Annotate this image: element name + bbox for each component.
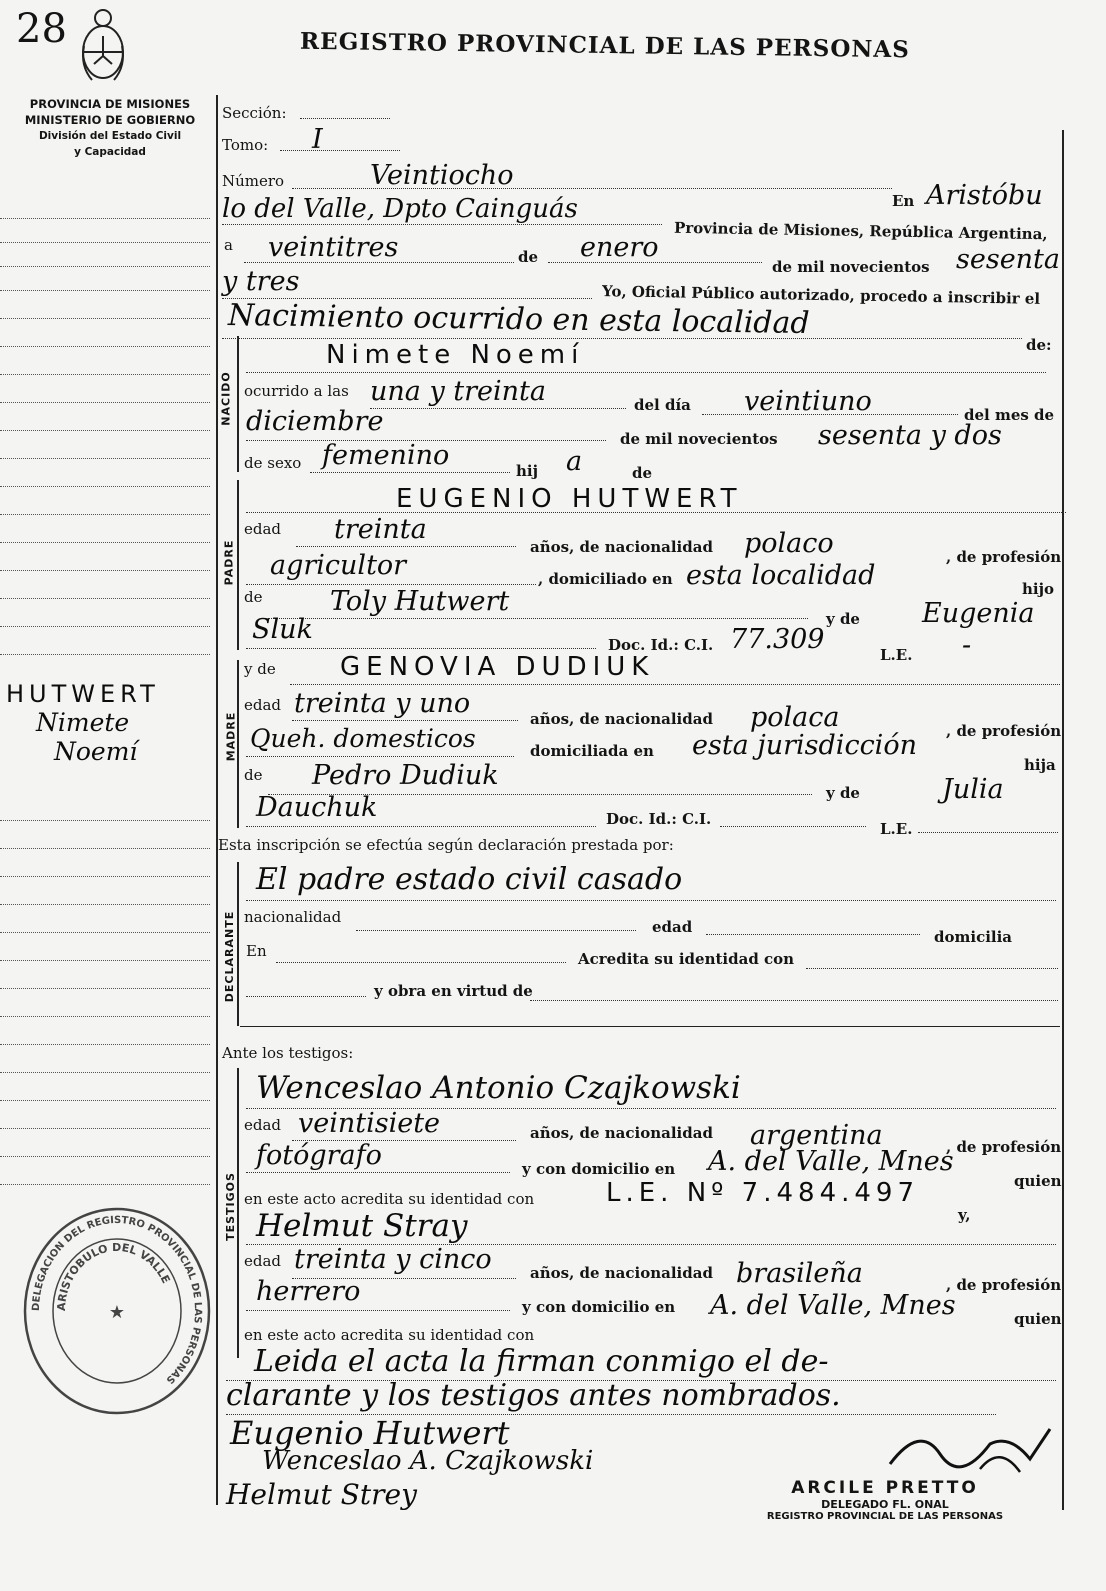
page-number: 28 xyxy=(16,6,67,52)
label-y-de-padre: y de xyxy=(826,610,860,628)
label-profesion-madre: , de profesión xyxy=(946,722,1062,740)
label-de-mil: de mil novecientos xyxy=(772,258,930,276)
declarante-bottom-rule xyxy=(240,1026,1060,1027)
label-doc-padre: Doc. Id.: C.I. xyxy=(608,636,714,654)
value-testigo2-nombre[interactable]: Helmut Stray xyxy=(256,1208,468,1244)
value-abuela-paterna-1[interactable]: Eugenia xyxy=(922,598,1035,629)
label-provincia: Provincia de Misiones, República Argentina, xyxy=(673,218,1048,244)
label-quien-t2: quien xyxy=(1014,1310,1062,1328)
value-le-padre[interactable]: - xyxy=(962,630,972,661)
label-nacionalidad-decl: nacionalidad xyxy=(244,908,342,926)
label-y-t1: y, xyxy=(958,1206,971,1224)
label-numero: Número xyxy=(222,172,285,190)
label-en-decl: En xyxy=(246,942,267,960)
value-nacionalidad-madre[interactable]: polaca xyxy=(750,702,840,733)
value-testigo2-domicilio[interactable]: A. del Valle, Mnes xyxy=(710,1290,956,1321)
label-edad-t1: edad xyxy=(244,1116,282,1134)
value-profesion-padre[interactable]: agricultor xyxy=(270,550,407,581)
label-de-padre: de xyxy=(244,588,263,606)
side-label-nacido: NACIDO xyxy=(219,371,233,426)
value-dia-nacimiento[interactable]: veintiuno xyxy=(744,386,872,417)
label-acredita-t1: en este acto acredita su identidad con xyxy=(244,1190,535,1208)
official-office: REGISTRO PROVINCIAL DE LAS PERSONAS xyxy=(766,1511,1004,1522)
side-label-madre: MADRE xyxy=(224,711,238,762)
label-y-de-madre-2: y de xyxy=(826,784,860,802)
value-edad-padre[interactable]: treinta xyxy=(334,514,427,545)
label-edad-madre: edad xyxy=(244,696,282,714)
frame-left xyxy=(216,95,218,1505)
value-mes-nacimiento[interactable]: diciembre xyxy=(246,406,384,437)
value-mes-inscripcion[interactable]: enero xyxy=(580,232,659,263)
label-de-mil-2: de mil novecientos xyxy=(620,430,778,448)
value-domicilio-padre[interactable]: esta localidad xyxy=(686,560,876,591)
ministry-name: MINISTERIO DE GOBIERNO xyxy=(24,113,196,127)
section-bar-padre xyxy=(237,480,239,650)
label-en: En xyxy=(892,192,915,210)
value-cierre-2[interactable]: clarante y los testigos antes nombrados. xyxy=(226,1378,841,1413)
section-bar-testigos xyxy=(237,1068,239,1358)
label-de-hij: de xyxy=(632,464,653,482)
value-lugar-1[interactable]: Aristóbu xyxy=(926,180,1043,211)
signature-declarante: Eugenio Hutwert xyxy=(230,1414,510,1452)
side-label-declarante: DECLARANTE xyxy=(223,910,237,1003)
registry-stamp xyxy=(22,1206,212,1416)
label-quien-t1: quien xyxy=(1014,1172,1062,1190)
value-testigo1-domicilio[interactable]: A. del Valle, Mnes xyxy=(708,1146,954,1177)
label-hij: hij xyxy=(516,462,539,480)
signature-testigo2: Helmut Strey xyxy=(226,1478,417,1511)
label-inscripcion: Esta inscripción se efectúa según declaración prestada por: xyxy=(218,836,674,854)
label-del-mes: del mes de xyxy=(964,406,1055,424)
label-de-colon: de: xyxy=(1026,336,1052,354)
value-nombre-padre[interactable]: EUGENIO HUTWERT xyxy=(396,484,743,514)
label-anos-madre: años, de nacionalidad xyxy=(530,710,713,728)
value-testigo2-profesion[interactable]: herrero xyxy=(256,1276,361,1307)
value-testigo2-nacionalidad[interactable]: brasileña xyxy=(736,1258,863,1289)
label-de-madre: de xyxy=(244,766,263,784)
label-ocurrido: ocurrido a las xyxy=(244,382,349,400)
label-profesion-t2: , de profesión xyxy=(946,1276,1062,1294)
section-bar-madre xyxy=(237,660,239,828)
margin-note-surname: HUTWERT xyxy=(6,680,160,708)
value-hij-suffix[interactable]: a xyxy=(566,446,583,477)
value-domicilio-madre[interactable]: esta jurisdicción xyxy=(692,730,917,761)
label-profesion-t1: , de profesión xyxy=(946,1138,1062,1156)
value-testigo1-profesion[interactable]: fotógrafo xyxy=(256,1140,382,1171)
value-nombre-madre[interactable]: GENOVIA DUDIUK xyxy=(340,652,655,682)
value-declarante[interactable]: El padre estado civil casado xyxy=(256,862,683,897)
value-lugar-2[interactable]: lo del Valle, Dpto Cainguás xyxy=(222,194,578,224)
value-abuelo-paterno[interactable]: Toly Hutwert xyxy=(330,586,510,617)
province-name: PROVINCIA DE MISIONES xyxy=(29,97,191,111)
label-anos-t2: años, de nacionalidad xyxy=(530,1264,713,1282)
label-anos-t1: años, de nacionalidad xyxy=(530,1124,713,1142)
value-profesion-madre[interactable]: Queh. domesticos xyxy=(250,724,476,753)
value-abuela-paterna-2[interactable]: Sluk xyxy=(252,614,313,645)
label-edad-decl: edad xyxy=(652,918,693,936)
label-profesion-padre: , de profesión xyxy=(946,548,1062,566)
value-testigo1-identidad[interactable]: L.E. Nº 7.484.497 xyxy=(606,1178,919,1208)
value-nombre-nacido[interactable]: Nimete Noemí xyxy=(326,340,585,370)
side-label-testigos: TESTIGOS xyxy=(223,1172,237,1241)
issuer-block xyxy=(10,96,210,160)
label-doc-madre: Doc. Id.: C.I. xyxy=(606,810,712,828)
frame-right xyxy=(1062,130,1064,1510)
value-hora[interactable]: una y treinta xyxy=(370,376,547,407)
stamp-inner-text: ARISTOBULO DEL VALLE xyxy=(54,1240,173,1312)
label-del-dia: del día xyxy=(634,396,691,414)
margin-note xyxy=(6,680,160,766)
label-le-padre: L.E. xyxy=(880,646,913,664)
label-seccion: Sección: xyxy=(222,104,287,122)
value-testigo1-edad[interactable]: veintisiete xyxy=(298,1108,441,1139)
value-tomo[interactable]: I xyxy=(312,124,323,155)
label-de: de xyxy=(518,248,539,266)
label-domiciliada-madre: domiciliada en xyxy=(530,742,654,760)
stamp-outer-text: DELEGACION DEL REGISTRO PROVINCIAL DE LAS PERSONAS xyxy=(30,1214,204,1386)
coat-of-arms-icon xyxy=(78,6,128,92)
value-numero[interactable]: Veintiocho xyxy=(370,160,514,191)
label-le-madre: L.E. xyxy=(880,820,913,838)
value-abuela-materna-2[interactable]: Dauchuk xyxy=(256,792,378,823)
label-sexo: de sexo xyxy=(244,454,302,472)
official-name: ARCILE PRETTO xyxy=(791,1478,979,1498)
value-anio-inscripcion-2[interactable]: y tres xyxy=(222,266,300,297)
label-hija-madre: hija xyxy=(1024,756,1056,774)
label-obra-decl: y obra en virtud de xyxy=(374,982,533,1000)
label-domicilio-t2: y con domicilio en xyxy=(522,1298,676,1316)
label-domicilio-t1: y con domicilio en xyxy=(522,1160,676,1178)
value-testigo1-nacionalidad[interactable]: argentina xyxy=(750,1120,883,1151)
side-label-padre: PADRE xyxy=(222,539,236,586)
label-edad-padre: edad xyxy=(244,520,282,538)
value-testigo2-edad[interactable]: treinta y cinco xyxy=(294,1244,492,1275)
value-ci-padre[interactable]: 77.309 xyxy=(730,624,825,655)
value-dia-inscripcion[interactable]: veintitres xyxy=(268,232,399,263)
section-bar-nacido xyxy=(237,336,239,472)
value-anio-inscripcion-1[interactable]: sesenta xyxy=(956,244,1061,275)
document-title: REGISTRO PROVINCIAL DE LAS PERSONAS xyxy=(299,27,911,64)
label-anos-padre: años, de nacionalidad xyxy=(530,538,713,556)
label-a: a xyxy=(224,236,233,254)
value-testigo1-nombre[interactable]: Wenceslao Antonio Czajkowski xyxy=(256,1070,741,1106)
value-anio-nacimiento[interactable]: sesenta y dos xyxy=(818,420,1002,451)
value-sexo[interactable]: femenino xyxy=(322,440,450,471)
value-abuelo-materno[interactable]: Pedro Dudiuk xyxy=(312,760,499,791)
official-role: DELEGADO FL. ONAL xyxy=(821,1498,949,1511)
label-hijo-padre: hijo xyxy=(1022,580,1055,598)
label-y-de-madre: y de xyxy=(244,660,276,678)
section-bar-declarante xyxy=(237,862,239,1026)
margin-note-name-2: Noemí xyxy=(54,737,138,766)
division-name: División del Estado Civil xyxy=(38,130,182,142)
label-domiciliado-padre: , domiciliado en xyxy=(538,570,673,588)
value-tipo-acto[interactable]: Nacimiento ocurrido en esta localidad xyxy=(227,297,810,342)
value-nacionalidad-padre[interactable]: polaco xyxy=(744,528,834,559)
official-signature-scribble-icon xyxy=(880,1414,1060,1484)
label-testigos: Ante los testigos: xyxy=(222,1044,354,1062)
label-domicilia-decl: domicilia xyxy=(934,928,1013,946)
value-abuela-materna-1[interactable]: Julia xyxy=(942,774,1004,805)
value-edad-madre[interactable]: treinta y uno xyxy=(294,688,471,719)
label-yo: Yo, Oficial Público autorizado, procedo a inscribir el xyxy=(601,282,1041,308)
official-signature-block xyxy=(760,1478,1010,1522)
margin-note-name: Nimete xyxy=(36,708,130,737)
svg-text:★: ★ xyxy=(108,1302,126,1323)
label-edad-t2: edad xyxy=(244,1252,282,1270)
label-acredita-decl: Acredita su identidad con xyxy=(578,950,795,968)
label-acredita-t2: en este acto acredita su identidad con xyxy=(244,1326,535,1344)
value-cierre-1[interactable]: Leida el acta la firman conmigo el de- xyxy=(254,1344,829,1379)
svg-text:ARISTOBULO DEL VALLE xyxy=(55,1241,173,1311)
signature-testigo1: Wenceslao A. Czajkowski xyxy=(262,1446,594,1476)
label-tomo: Tomo: xyxy=(222,136,269,154)
division-name-2: y Capacidad xyxy=(74,146,146,158)
